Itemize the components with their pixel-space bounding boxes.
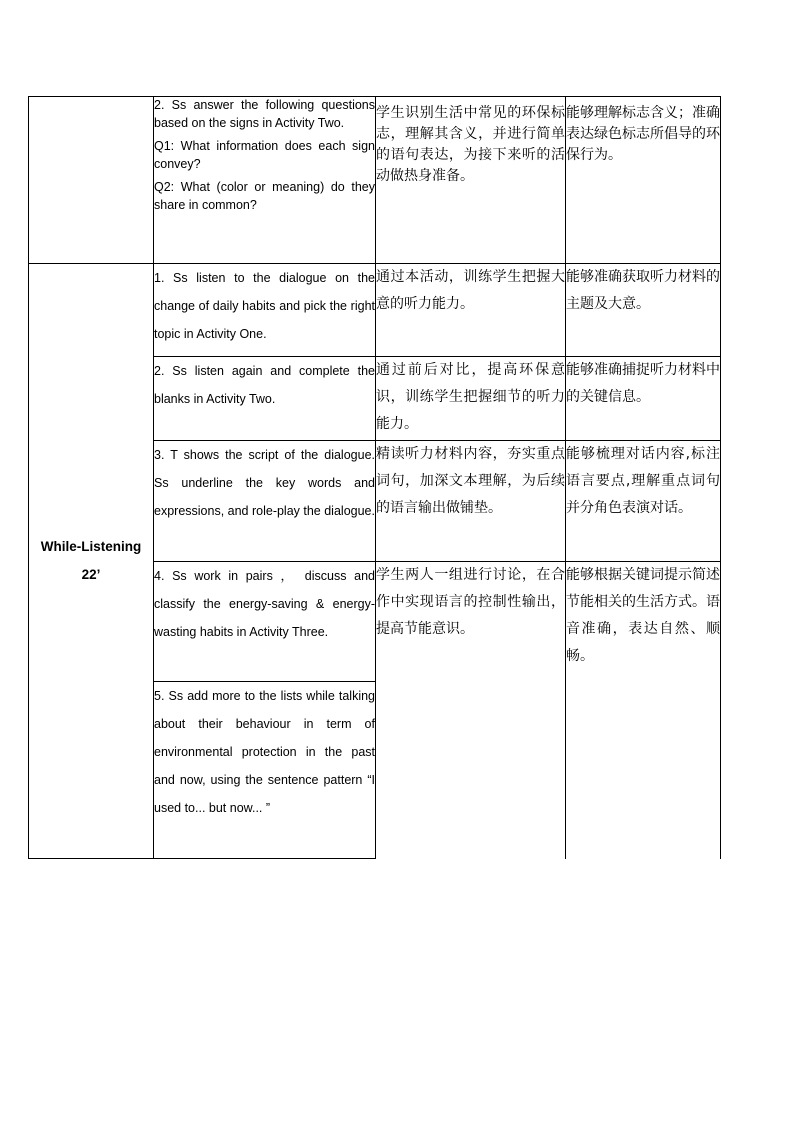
stage-time: 22’ bbox=[81, 567, 101, 582]
activity-cell bbox=[154, 264, 376, 357]
purpose-cell: 精读听力材料内容，夯实重点词句，加深文本理解，为后续的语言输出做铺垫。 bbox=[376, 441, 566, 562]
activity-text: 5. Ss add more to the lists while talking about their behaviour in term of environmental protection in the past and now, using the sentence pattern “I used to... but now... ” bbox=[154, 689, 375, 815]
activity-cell bbox=[154, 97, 376, 264]
activity-text: 4. Ss work in pairs ， discuss and classify the energy-saving & energy-wasting habits in Activity Three. bbox=[154, 569, 375, 639]
assessment-cell: 能够梳理对话内容,标注语言要点,理解重点词句并分角色表演对话。 bbox=[566, 441, 721, 562]
purpose-cell: 通过前后对比，提高环保意识，训练学生把握细节的听力能力。 bbox=[376, 357, 566, 441]
stage-cell bbox=[29, 264, 154, 859]
activity-question: Q1: What information does each sign convey? bbox=[154, 139, 375, 171]
activity-cell bbox=[154, 682, 376, 859]
activity-cell bbox=[154, 441, 376, 562]
activity-text: 2. Ss answer the following questions based on the signs in Activity Two. bbox=[154, 98, 375, 130]
activity-cell bbox=[154, 562, 376, 682]
purpose-cell: 学生识别生活中常见的环保标志，理解其含义，并进行简单的语句表达，为接下来听的活动做热身准备。 bbox=[376, 97, 566, 264]
activity-cell bbox=[154, 357, 376, 441]
stage-cell-empty bbox=[29, 97, 154, 264]
assessment-cell: 能够准确捕捉听力材料中的关键信息。 bbox=[566, 357, 721, 441]
purpose-cell: 通过本活动，训练学生把握大意的听力能力。 bbox=[376, 264, 566, 357]
assessment-cell: 能够理解标志含义；准确表达绿色标志所倡导的环保行为。 bbox=[566, 97, 721, 264]
purpose-cell: 学生两人一组进行讨论，在合作中实现语言的控制性输出，提高节能意识。 bbox=[376, 562, 566, 859]
assessment-cell: 能够根据关键词提示简述节能相关的生活方式。语音准确，表达自然、顺畅。 bbox=[566, 562, 721, 859]
lesson-plan-table bbox=[28, 96, 721, 859]
stage-name: While-Listening bbox=[40, 539, 142, 554]
activity-text: 2. Ss listen again and complete the blanks in Activity Two. bbox=[154, 364, 375, 406]
activity-text: 3. T shows the script of the dialogue. Ss underline the key words and expressions, and role-play the dialogue. bbox=[154, 448, 375, 518]
activity-text: 1. Ss listen to the dialogue on the change of daily habits and pick the right topic in Activity One. bbox=[154, 271, 375, 341]
assessment-cell: 能够准确获取听力材料的主题及大意。 bbox=[566, 264, 721, 357]
table-row bbox=[29, 97, 721, 264]
activity-question: Q2: What (color or meaning) do they share in common? bbox=[154, 180, 375, 212]
table-row bbox=[29, 264, 721, 357]
